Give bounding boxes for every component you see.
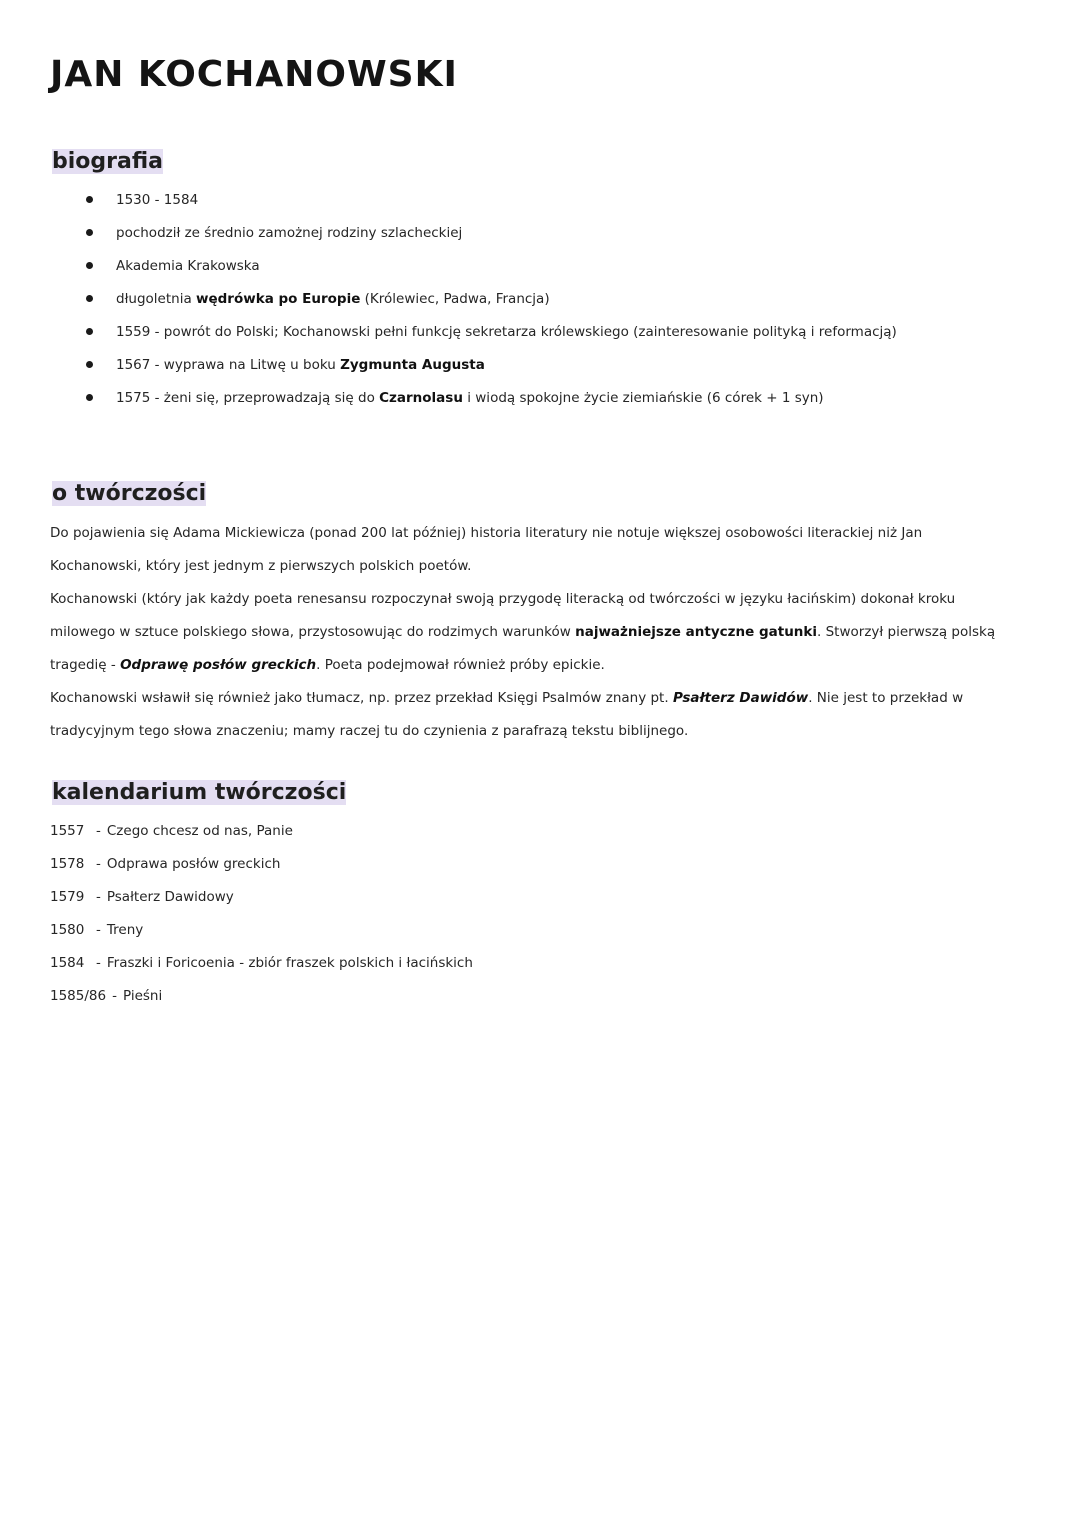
text-run: 1575 - żeni się, przeprowadzają się do bbox=[116, 390, 380, 406]
heading-highlight: biografia bbox=[52, 149, 163, 174]
timeline-entry bbox=[50, 882, 473, 915]
emphasis-title: Psałterz Dawidów bbox=[672, 690, 809, 706]
heading-highlight: kalendarium twórczości bbox=[52, 780, 347, 805]
timeline-entry bbox=[50, 816, 473, 849]
timeline-separator: - bbox=[96, 856, 101, 872]
timeline-separator: - bbox=[112, 988, 117, 1004]
timeline-year: 1580 bbox=[50, 922, 85, 938]
text-run: . Stworzył pierwszą polską tragedię - bbox=[50, 624, 996, 673]
list-item bbox=[70, 317, 897, 350]
timeline-work-title: Treny bbox=[106, 922, 144, 938]
bullet-icon bbox=[86, 229, 93, 236]
timeline-entry bbox=[50, 915, 473, 948]
text-run: Kochanowski (który jak każdy poeta renesansu rozpoczynał swoją przygodę literacką od twórczości w języku łacińskim) dokonał kroku milowego w sztuce polskiego słowa, przystosowując do rodzimych warunków bbox=[50, 591, 956, 640]
text-run: 1559 - powrót do Polski; Kochanowski pełni funkcję sekretarza królewskiego (zainteresowanie polityką i reformacją) bbox=[116, 324, 897, 340]
timeline-year: 1584 bbox=[50, 955, 85, 971]
section-heading-biografia bbox=[50, 149, 165, 174]
bullet-icon bbox=[86, 262, 93, 269]
text-run: (Królewiec, Padwa, Francja) bbox=[360, 291, 550, 307]
timeline-work-title: Pieśni bbox=[122, 988, 163, 1004]
emphasis-title: Odprawę posłów greckich bbox=[120, 657, 317, 673]
works-timeline bbox=[50, 816, 473, 1014]
text-run: Akademia Krakowska bbox=[116, 258, 260, 274]
text-run: długoletnia bbox=[116, 291, 197, 307]
text-run: 1567 - wyprawa na Litwę u boku bbox=[116, 357, 341, 373]
timeline-separator: - bbox=[96, 823, 101, 839]
text-run: pochodził ze średnio zamożnej rodziny szlacheckiej bbox=[116, 225, 463, 241]
timeline-work-title: Odprawa posłów greckich bbox=[106, 856, 281, 872]
bullet-icon bbox=[86, 394, 93, 401]
timeline-separator: - bbox=[96, 955, 101, 971]
bullet-icon bbox=[86, 196, 93, 203]
timeline-entry bbox=[50, 849, 473, 882]
text-run: 1530 - 1584 bbox=[116, 192, 199, 208]
bullet-icon bbox=[86, 295, 93, 302]
heading-highlight: o twórczości bbox=[52, 481, 207, 506]
text-run: . Nie jest to przekład w tradycyjnym tego słowa znaczeniu; mamy raczej tu do czynienia z parafrazą tekstu biblijnego. bbox=[50, 690, 964, 739]
paragraph bbox=[50, 682, 1010, 748]
emphasis-bold: wędrówka po Europie bbox=[196, 291, 361, 307]
paragraph bbox=[50, 517, 1010, 583]
section-heading-kalendarium bbox=[50, 780, 348, 805]
timeline-year: 1557 bbox=[50, 823, 85, 839]
timeline-year: 1585/86 bbox=[50, 988, 107, 1004]
works-description bbox=[50, 517, 1010, 748]
bullet-icon bbox=[86, 328, 93, 335]
bullet-icon bbox=[86, 361, 93, 368]
timeline-entry bbox=[50, 981, 473, 1014]
paragraph bbox=[50, 583, 1010, 682]
timeline-year: 1579 bbox=[50, 889, 85, 905]
timeline-separator: - bbox=[96, 889, 101, 905]
list-item bbox=[70, 383, 897, 416]
timeline-separator: - bbox=[96, 922, 101, 938]
emphasis-bold: Czarnolasu bbox=[379, 390, 463, 406]
text-run: Kochanowski wsławił się również jako tłumacz, np. przez przekład Księgi Psalmów znany pt. bbox=[50, 690, 673, 706]
emphasis-bold: najważniejsze antyczne gatunki bbox=[575, 624, 818, 640]
list-item bbox=[70, 218, 897, 251]
text-run: i wiodą spokojne życie ziemiańskie (6 córek + 1 syn) bbox=[462, 390, 824, 406]
biography-list bbox=[70, 185, 897, 416]
page-title: JAN KOCHANOWSKI bbox=[50, 54, 458, 95]
list-item bbox=[70, 350, 897, 383]
emphasis-bold: Zygmunta Augusta bbox=[340, 357, 485, 373]
timeline-work-title: Czego chcesz od nas, Panie bbox=[106, 823, 293, 839]
timeline-work-title: Fraszki i Foricoenia - zbiór fraszek polskich i łacińskich bbox=[106, 955, 473, 971]
list-item bbox=[70, 284, 897, 317]
text-run: . Poeta podejmował również próby epickie. bbox=[316, 657, 605, 673]
timeline-entry bbox=[50, 948, 473, 981]
text-run: Do pojawienia się Adama Mickiewicza (ponad 200 lat później) historia literatury nie notuje większej osobowości literackiej niż Jan Kochanowski, który jest jednym z pierwszych polskich poetów. bbox=[50, 525, 923, 574]
list-item bbox=[70, 185, 897, 218]
section-heading-tworczosc bbox=[50, 481, 208, 506]
list-item bbox=[70, 251, 897, 284]
timeline-year: 1578 bbox=[50, 856, 85, 872]
timeline-work-title: Psałterz Dawidowy bbox=[106, 889, 234, 905]
